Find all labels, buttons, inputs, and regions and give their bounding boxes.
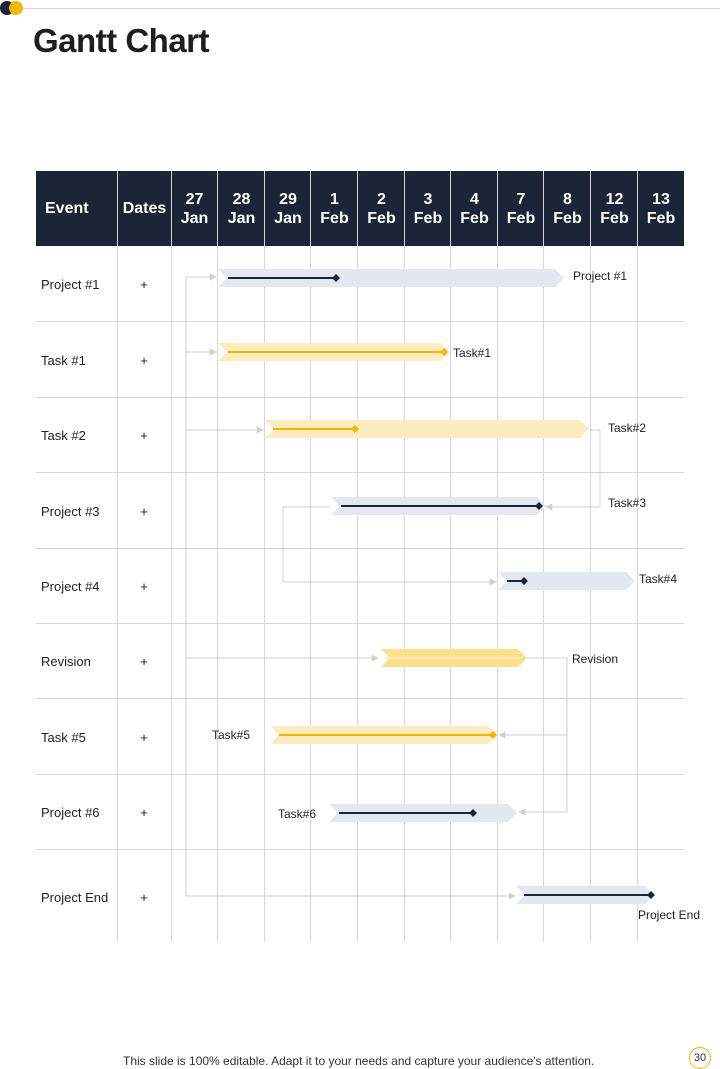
- add-date-button[interactable]: +: [140, 353, 148, 368]
- connector-line: [519, 735, 567, 812]
- bar-label: Project End: [638, 908, 701, 922]
- header-date-col: 2 Feb: [367, 190, 396, 227]
- bar-label: Task#3: [608, 496, 647, 510]
- page-title: Gantt Chart: [33, 22, 209, 59]
- row-event-label: Project #6: [41, 805, 100, 820]
- row-event-label: Revision: [41, 654, 91, 669]
- add-date-button[interactable]: +: [140, 579, 148, 594]
- bar-label: Task#4: [639, 572, 678, 586]
- bar-label: Revision: [572, 652, 619, 666]
- header-date-col: 4 Feb: [460, 190, 489, 227]
- footer-text: This slide is 100% editable. Adapt it to your needs and capture your audience's attention.: [123, 1054, 595, 1068]
- add-date-button[interactable]: +: [140, 890, 148, 905]
- add-date-button[interactable]: +: [140, 805, 148, 820]
- add-date-button[interactable]: +: [140, 654, 148, 669]
- bar-label: Task#2: [608, 421, 647, 435]
- connector-line: [186, 277, 216, 896]
- header-date-col: 27 Jan: [180, 190, 209, 227]
- add-date-button[interactable]: +: [140, 504, 148, 519]
- row-event-label: Task #1: [41, 353, 86, 368]
- row-event-label: Task #2: [41, 428, 86, 443]
- header-date-col: 1 Feb: [320, 190, 349, 227]
- bar-label: Project #1: [573, 269, 628, 283]
- header-date-col: 7 Feb: [506, 190, 536, 227]
- page-number: 30: [689, 1047, 711, 1069]
- add-date-button[interactable]: +: [140, 277, 148, 292]
- header-date-col: 29 Jan: [274, 190, 302, 227]
- connector-line: [546, 430, 600, 507]
- header-date-col: 28 Jan: [227, 190, 256, 227]
- bar-label: Task#1: [453, 346, 492, 360]
- row-event-label: Project #3: [41, 504, 100, 519]
- connector-line: [499, 658, 567, 735]
- add-date-button[interactable]: +: [140, 428, 148, 443]
- bar-label: Task#5: [212, 728, 251, 742]
- add-date-button[interactable]: +: [140, 730, 148, 745]
- row-event-label: Project #4: [41, 579, 100, 594]
- header-date-col: 8 Feb: [553, 190, 582, 227]
- header-date-col: 3 Feb: [413, 190, 443, 227]
- row-event-label: Project End: [41, 890, 109, 905]
- header-date-col: 12 Feb: [600, 190, 629, 227]
- header-event: Event: [45, 200, 89, 217]
- row-event-label: Task #5: [41, 730, 86, 745]
- header-dates: Dates: [122, 200, 167, 217]
- connector-line: [283, 507, 496, 582]
- row-event-label: Project #1: [41, 277, 100, 292]
- header-date-col: 13 Feb: [646, 190, 676, 227]
- bar-label: Task#6: [278, 807, 317, 821]
